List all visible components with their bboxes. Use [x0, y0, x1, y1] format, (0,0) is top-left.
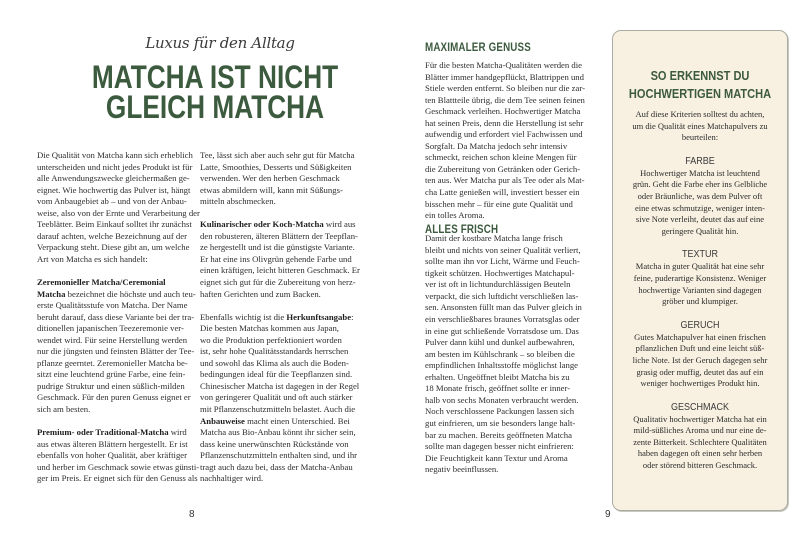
sidebar-title — [626, 67, 774, 103]
text-segment: bezeichnet die höchste und auch teu- — [65, 288, 196, 299]
criterion-heading: GESCHMACK — [670, 401, 729, 413]
paragraph — [200, 219, 385, 300]
heading-maximaler-genuss: MAXIMALER GENUSS — [425, 42, 531, 54]
text-line: Blätter immer handgepflückt, Blattrippen und — [425, 71, 584, 82]
text-line: Geschmack verleihen. Hochwertiger Matcha — [425, 106, 581, 117]
paragraph — [200, 150, 385, 208]
text-segment: macht einen Unterschied. Bei — [244, 415, 350, 426]
text-line: beruht darauf, dass diese Variante bei der tra- — [37, 311, 195, 322]
text-line — [37, 427, 202, 439]
page-number: 9 — [605, 509, 611, 520]
text-line: Sorgfalt. Da Matcha jedoch sehr intensiv — [425, 140, 568, 151]
criterion — [613, 319, 787, 390]
text-line: Noch verschlossene Packungen lassen sich — [425, 406, 575, 417]
text-line: Pflanzenschutzmitteln enthalten sind, und ihr — [200, 450, 358, 461]
section-kicker: Luxus für den Alltag — [145, 34, 295, 52]
bold-term: Herkunftsangabe — [286, 311, 352, 322]
text-line: beurteilen: — [681, 132, 719, 143]
text-line: erhalten. Ungeöffnet bleibt Matcha bis zu — [425, 371, 570, 382]
text-line: empfindlichen Inhaltsstoffe möglichst lange — [425, 360, 579, 371]
text-line — [37, 289, 202, 301]
text-line: verwenden. Wer den herben Geschmack — [200, 173, 340, 184]
page-number: 8 — [189, 509, 195, 520]
text-line: bedingungen ideal für die Teepflanzen sind. — [200, 369, 353, 380]
text-line: Geschmack. Für den puren Genuss eignet er — [37, 392, 191, 403]
text-line: eignet. Wie hochwertig das Pulver ist, hängt — [37, 184, 191, 195]
text-line: mitteln abschmecken. — [200, 196, 276, 207]
paragraph — [37, 427, 202, 485]
paragraph — [425, 60, 605, 222]
text-line: Qualitativ hochwertiger Matcha hat ein — [633, 413, 767, 424]
text-line: Tee, lässt sich aber auch sehr gut für Matcha — [200, 150, 355, 160]
text-line: Matcha in guter Qualität hat eine sehr — [635, 261, 765, 272]
text-line: darauf achten, welche Bezeichnung auf der — [37, 230, 188, 241]
text-segment: wird — [168, 427, 187, 438]
text-line: sive Note verleiht, deutet das auf eine — [635, 214, 765, 225]
title-line: GLEICH MATCHA — [105, 89, 325, 125]
text-line: sitzt eine leuchtend grüne Farbe, eine fein- — [37, 369, 186, 380]
text-line: Verpackung steht. Diese gibt an, um welche — [37, 242, 190, 253]
text-line: ten aus. Wer Matcha pur als Tee oder als Mat- — [425, 175, 585, 186]
text-segment: : — [351, 311, 354, 322]
text-line — [200, 219, 385, 231]
text-line: ditionellen japanischen Teezeremonie ver- — [37, 323, 184, 334]
text-line: dass keine unerwünschten Rückstände von — [200, 438, 349, 449]
text-line: einen kräftigen, leicht bitteren Geschmack. Er — [200, 265, 360, 276]
text-line: weise, also von der Ernte und Verarbeitung der — [37, 207, 200, 218]
bold-term: Premium- oder Traditional-Matcha — [37, 427, 169, 438]
criterion — [613, 248, 787, 307]
text-line: tragt auch dazu bei, dass der Matcha-Anbau — [200, 461, 353, 472]
text-line — [37, 277, 202, 289]
text-line: Matcha aus Bio-Anbau könnt ihr sicher sein, — [200, 427, 356, 438]
text-line — [200, 312, 385, 324]
text-line: Stiele werden entfernt. So bleiben nur die zar- — [425, 83, 586, 94]
paragraph — [425, 233, 605, 475]
text-line: Für die besten Matcha-Qualitäten werden die — [425, 60, 583, 70]
text-line: Pulver dann kühl und dunkel aufbewahren, — [425, 337, 575, 348]
text-line: vom Anbaugebiet ab – und von der Anbau- — [37, 196, 187, 207]
sidebar-body — [613, 109, 787, 483]
right-page — [400, 0, 800, 541]
text-line: Chinesischer Matcha ist dagegen in der Regel — [200, 380, 360, 391]
text-line: um die Qualität eines Matchapulvers zu — [632, 120, 768, 131]
text-line: Teeblätter. Beim Einkauf solltet ihr zunächst — [37, 219, 192, 230]
page-title — [72, 59, 359, 125]
text-line: eine etwas schmutzige, weniger inten- — [634, 202, 766, 213]
text-line: ein verschließbares braunes Vorratsglas oder — [425, 314, 580, 325]
text-line: schmeckt, reichen schon kleine Mengen für — [425, 152, 577, 163]
text-line: in eine gut schließende Vorratsdose um. Das — [425, 325, 579, 336]
text-line: sen. Ansonsten füllt man das Pulver gleich in — [425, 302, 582, 313]
bold-term: Anbauweise — [200, 415, 245, 426]
text-line: hochwertige Varianten sind dagegen — [638, 284, 762, 295]
text-line: hat seinen Preis, denn die Herstellung ist sehr — [425, 117, 584, 128]
bold-term: Kulinarischer oder Koch-Matcha — [200, 219, 324, 230]
text-line: ger im Preis. Er eignet sich für den Genuss als — [37, 473, 198, 484]
criterion — [613, 155, 787, 238]
text-line: und herber im Geschmack sowie etwas günsti- — [37, 461, 200, 472]
text-line: nachhaltiger wird. — [200, 473, 264, 484]
text-segment: wird aus — [323, 219, 356, 230]
text-line: tigkeit schützen. Hochwertiges Matchapul- — [425, 267, 575, 278]
text-line: pudrige Struktur und einen süßlich-milden — [37, 380, 185, 391]
text-line: ten Blattteile übrig, die dem Tee seinen feinen — [425, 94, 585, 105]
criterion-heading: GERUCH — [680, 319, 720, 331]
text-line: grasig oder muffig, deutet das auf ein — [636, 366, 764, 377]
text-line: ver ist oft in lichtundurchlässigen Beuteln — [425, 279, 571, 290]
text-line: sollte man ihn vor Licht, Wärme und Feuch- — [425, 256, 580, 267]
text-line: bleibt und nichts von seiner Qualität verliert, — [425, 244, 581, 255]
sidebar-title-line: SO ERKENNST DU — [650, 68, 750, 83]
criterion-heading: FARBE — [685, 155, 715, 167]
text-line: Damit der kostbare Matcha lange frisch — [425, 233, 563, 244]
text-line: pflanze geerntet. Zeremonieller Matcha be- — [37, 357, 188, 368]
text-line: oder Bräunliche, was dem Pulver oft — [637, 190, 763, 201]
text-line: Auf diese Kriterien solltest du achten, — [635, 109, 765, 119]
text-line: 18 Monate frisch, geöffnet sollte er inner- — [425, 383, 571, 394]
text-line: verpackt, die sich luftdicht verschließen las- — [425, 290, 579, 301]
text-line: bar zu machen. Bereits geöffneten Matcha — [425, 429, 572, 440]
text-line: alle Anwendungszwecke gleichermaßen ge- — [37, 173, 190, 184]
paragraph — [37, 150, 202, 265]
text-line: eignet sich gut für die Zubereitung von herz- — [200, 277, 356, 288]
text-line: Latte, Smoothies, Desserts und Süßigkeiten — [200, 161, 352, 172]
text-line: Die besten Matchas kommen aus Japan, — [200, 323, 339, 334]
text-line: grün. Geht die Farbe eher ins Gelbliche — [632, 179, 768, 190]
text-line: die Zubereitung von Getränken oder Gerich- — [425, 163, 581, 174]
paragraph — [200, 312, 385, 485]
text-line: geringere Qualität hin. — [661, 225, 739, 236]
text-line: cha Latte genießen will, investiert besser ein — [425, 187, 580, 198]
text-line: etwas abmildern will, kann mit Süßungs- — [200, 184, 343, 195]
text-line: feine, puderartige Konsistenz. Weniger — [633, 272, 767, 283]
text-line: mit Pflanzenschutzmitteln belastet. Auch die — [200, 404, 356, 415]
text-line: Hochwertiger Matcha ist leuchtend — [640, 167, 760, 178]
text-line: haben dagegen oft einen sehr herben — [637, 448, 763, 459]
paragraph — [37, 277, 202, 416]
text-line: aus etwas älteren Blättern hergestellt. Er ist — [37, 438, 188, 449]
sidebar-title-line: HOCHWERTIGEN MATCHA — [628, 86, 772, 101]
text-line: liche Note. Ist der Geruch dagegen sehr — [632, 354, 768, 365]
bold-term: Zeremonieller Matcha/Ceremonial — [37, 277, 166, 288]
text-line — [200, 416, 385, 428]
text-line: Art von Matcha es sich handelt: — [37, 253, 148, 264]
text-line: pflanzlichen Duft und eine leicht süß- — [635, 343, 765, 354]
text-column-3 — [425, 60, 605, 487]
text-line: ein tolles Aroma. — [425, 210, 485, 221]
text-line: gut einfrieren, um sie besonders lange halt- — [425, 417, 576, 428]
bold-term: Matcha — [37, 288, 66, 299]
text-line: negativ beeinflussen. — [425, 464, 499, 475]
text-column-2 — [200, 150, 385, 496]
heading-alles-frisch: ALLES FRISCH — [425, 224, 499, 236]
text-line: Die Qualität von Matcha kann sich erheblich — [37, 150, 193, 160]
text-line: Gutes Matchapulver hat einen frischen — [634, 331, 766, 342]
criterion-heading: TEXTUR — [682, 249, 718, 261]
text-line: Die Feuchtigkeit kann Textur und Aroma — [425, 452, 568, 463]
text-line: und sowohl das Klima als auch die Boden- — [200, 357, 349, 368]
text-line: am besten im Kühlschrank – so bleiben die — [425, 348, 575, 359]
text-line: sollte man dagegen besser nicht einfrieren: — [425, 441, 574, 452]
text-segment: Ebenfalls wichtig ist die — [200, 311, 287, 322]
text-line: oder störend bitteren Geschmack. — [642, 460, 758, 471]
text-line: weniger hochwertiges Produkt hin. — [640, 378, 760, 389]
criterion — [613, 401, 787, 472]
sidebar-box — [612, 30, 788, 511]
text-line: mild-süßliches Aroma und nur eine de- — [633, 425, 767, 436]
text-line: zente Bitterkeit. Schlechtere Qualitäten — [633, 436, 767, 447]
text-column-1 — [37, 150, 202, 496]
text-line: aufwendig und erfordert viel Fachwissen und — [425, 129, 583, 140]
text-line: erste Qualitätsstufe von Matcha. Der Name — [37, 300, 188, 311]
text-line: halb von sechs Monaten verbraucht werden. — [425, 394, 579, 405]
text-line: den robusteren, älteren Blättern der Teepflan- — [200, 230, 358, 241]
text-line: haften Gerichten und zum Backen. — [200, 288, 321, 299]
sidebar-intro — [613, 109, 787, 144]
text-line: ebenfalls von hoher Qualität, aber kräftiger — [37, 450, 188, 461]
text-line: Er hat eine ins Olivgrün gehende Farbe und — [200, 253, 352, 264]
text-line: unterscheiden und nicht jedes Produkt ist für — [37, 161, 193, 172]
text-line: nur die jüngsten und feinsten Blätter der Tee- — [37, 346, 195, 357]
text-line: sich am besten. — [37, 404, 91, 415]
text-line: ze hergestellt und ist die günstigste Variante. — [200, 242, 355, 253]
text-line: ist, sehr hohe Qualitätsstandards herrschen — [200, 346, 349, 357]
text-line: wendet wird. Für seine Herstellung werden — [37, 334, 188, 345]
title-line: MATCHA IST NICHT — [91, 59, 339, 95]
text-line: von geringerer Qualität und oft auch stärker — [200, 392, 353, 403]
text-line: gröber und klumpiger. — [662, 296, 738, 307]
text-line: bisschen mehr – für eine gute Qualität und — [425, 198, 573, 209]
text-line: wo die Produktion perfektioniert worden — [200, 334, 342, 345]
